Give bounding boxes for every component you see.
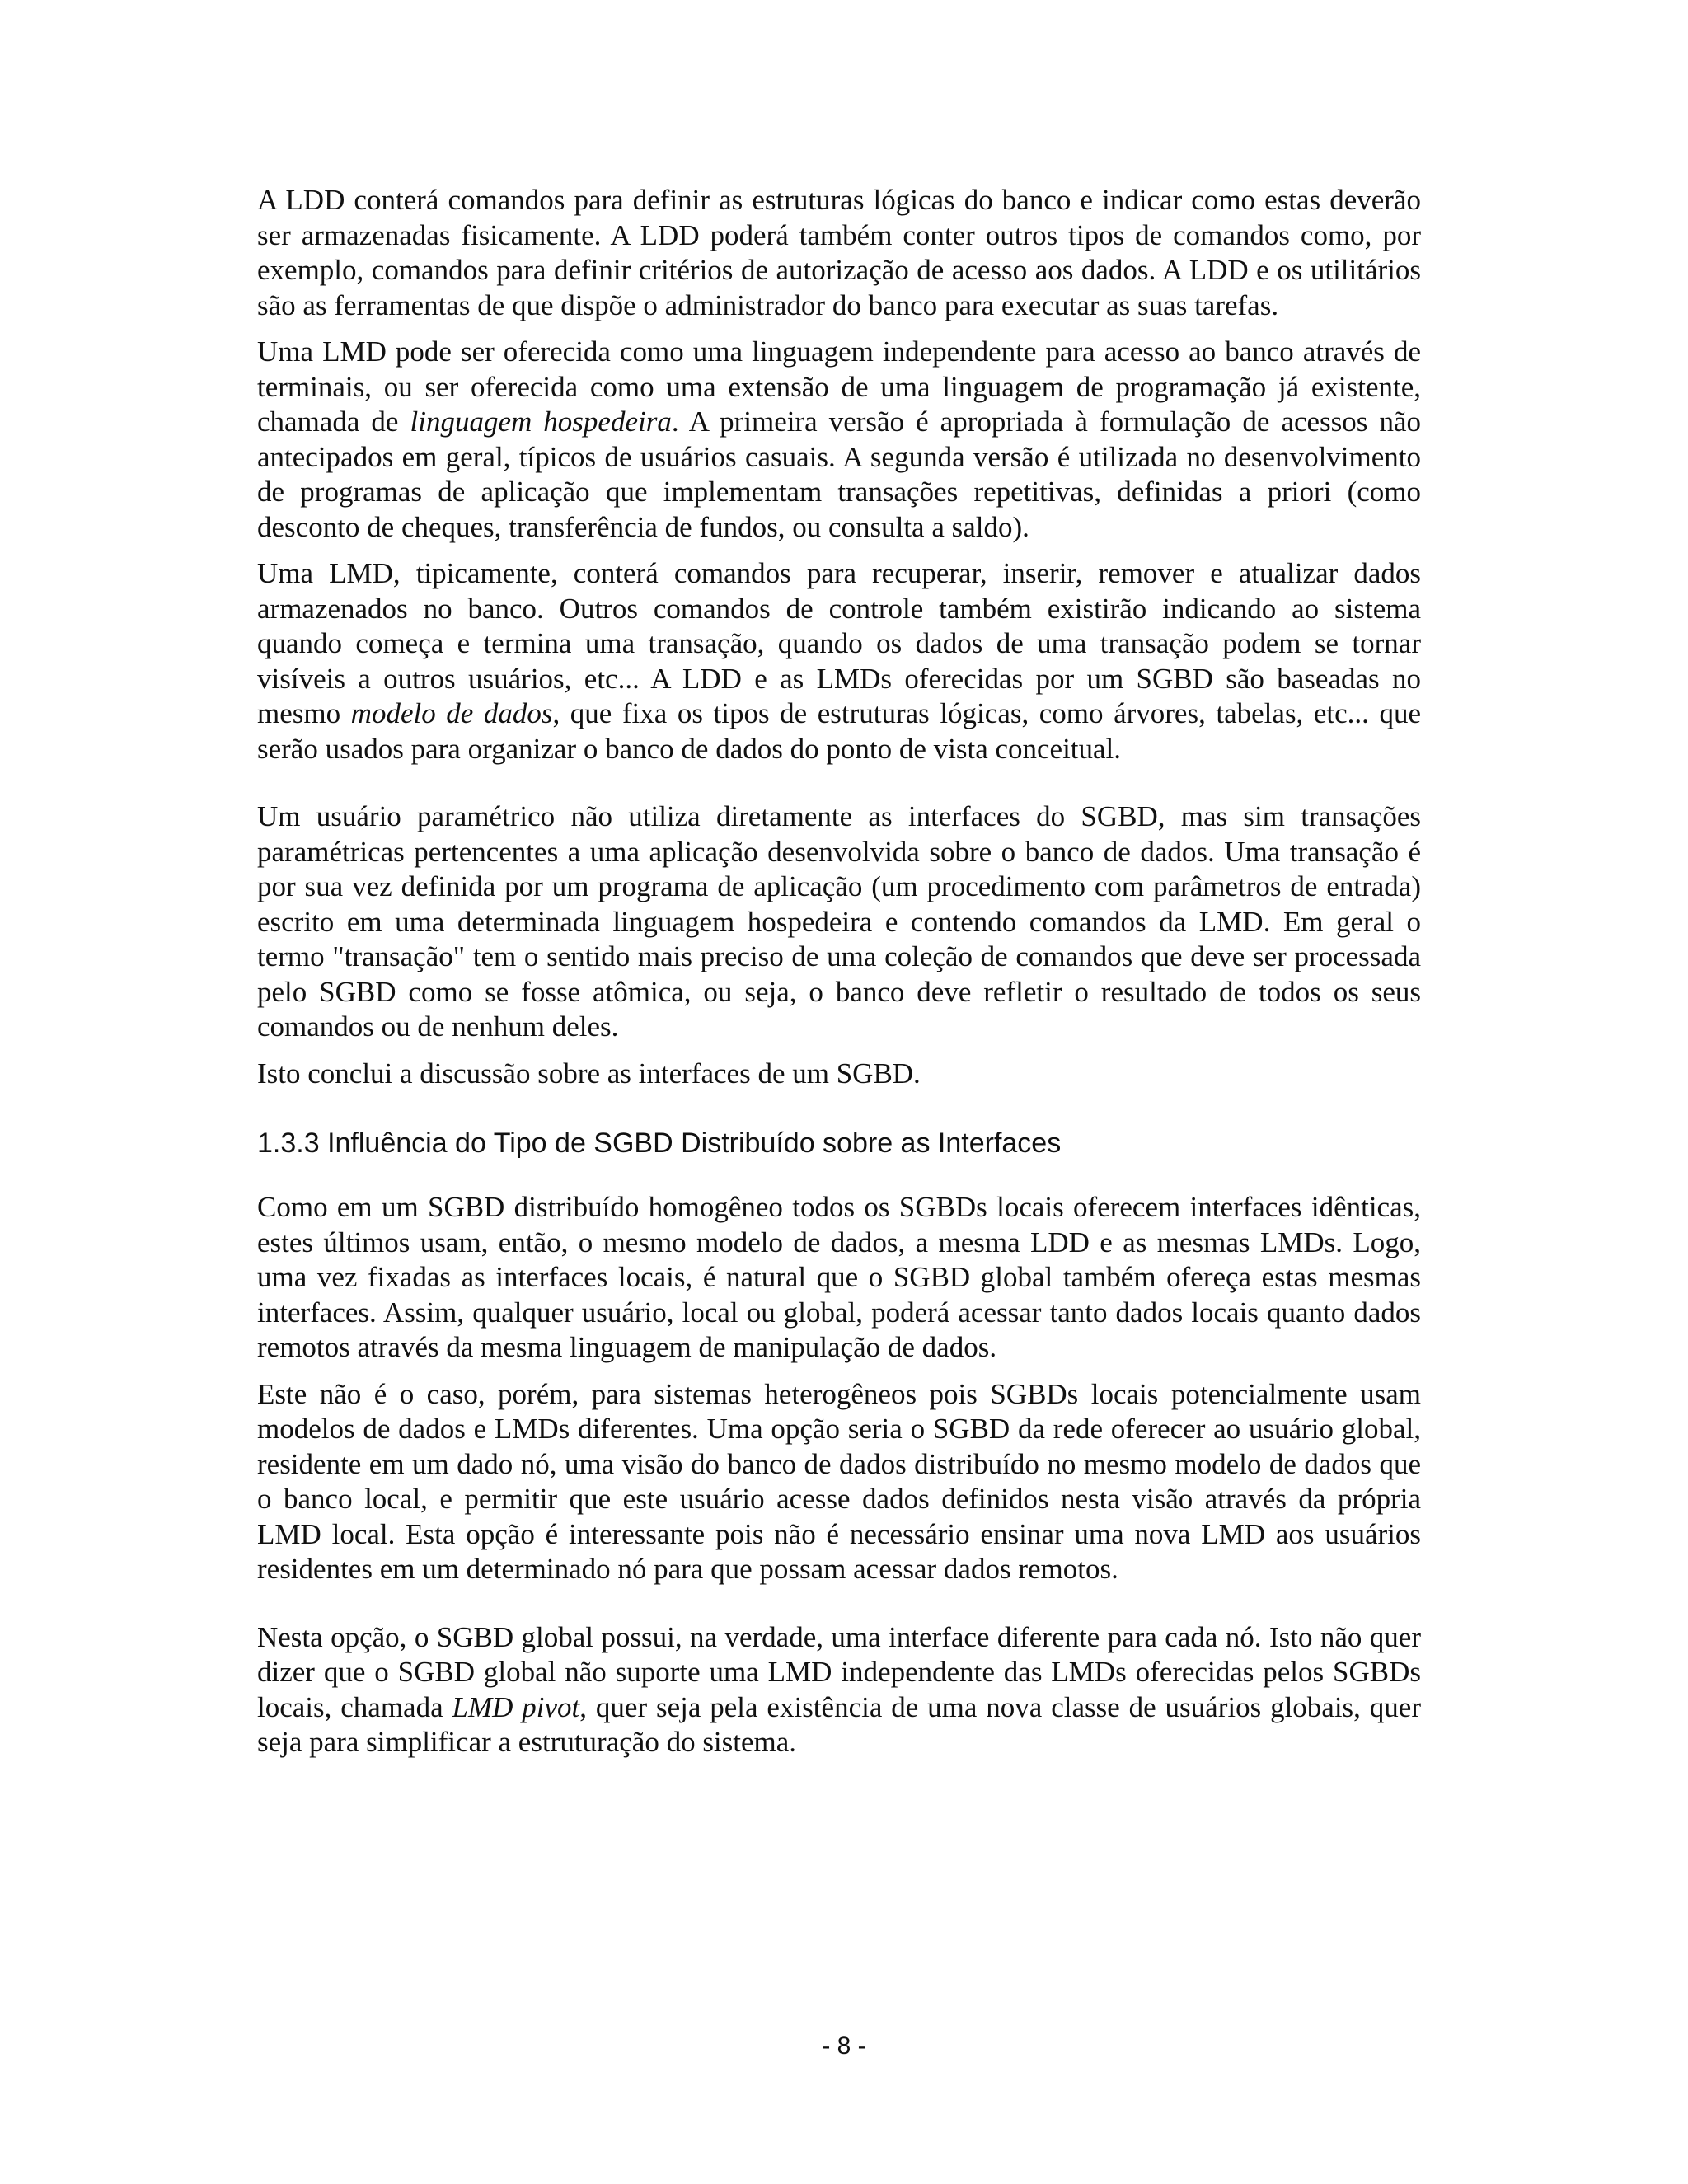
paragraph-homogeneo: Como em um SGBD distribuído homogêneo todos os SGBDs locais oferecem interfaces idênticas, estes últimos usam, então, o mesmo modelo de dados, a mesma LDD e as mesmas LMDs. Logo, uma vez fixadas as interfaces locais, é natural que o SGBD global também ofereça estas mesmas interfaces. Assim, qualquer usuário, local ou global, poderá acessar tanto dados locais quanto dados remotos através da mesma linguagem de manipulação de dados. <box>257 1191 1421 1363</box>
paragraph-heterogeneo: Este não é o caso, porém, para sistemas heterogêneos pois SGBDs locais potencialmente usam modelos de dados e LMDs diferentes. Uma opção seria o SGBD da rede oferecer ao usuário global, residente em um dado nó, uma visão do banco de dados distribuído no mesmo modelo de dados que o banco local, e permitir que este usuário acesse dados definidos nesta visão através da própria LMD local. Esta opção é interessante pois não é necessário ensinar uma nova LMD aos usuários residentes em um determinado nó para que possam acessar dados remotos. <box>257 1377 1421 1585</box>
text-span: , que fixa os tipos de estruturas lógicas, como árvores, tabelas, etc... que serão usados para organizar o banco de dados do ponto de vista conceitual. <box>257 697 1421 765</box>
emphasis-modelo-de-dados: modelo de dados <box>350 697 553 729</box>
emphasis-lmd-pivot: LMD pivot <box>452 1690 580 1723</box>
text-span: Uma LMD pode ser oferecida como uma linguagem independente para acesso ao banco através de terminais, ou ser oferecida como uma extensão de uma linguagem de programação já existente, chamada de <box>257 335 1421 438</box>
emphasis-linguagem-hospedeira: linguagem hospedeira <box>410 405 672 438</box>
page-content <box>257 183 1421 1760</box>
text-span: , quer seja pela existência de uma nova classe de usuários globais, quer seja para simplificar a estruturação do sistema. <box>257 1690 1421 1758</box>
text-span: Uma LMD, tipicamente, conterá comandos para recuperar, inserir, remover e atualizar dados armazenados no banco. Outros comandos de controle também existirão indicando ao sistema quando começa e termina uma transação, quando os dados de uma transação podem se tornar visíveis a outros usuários, etc... A LDD e as LMDs oferecidas por um SGBD são baseadas no mesmo <box>257 557 1421 729</box>
section-heading: 1.3.3 Influência do Tipo de SGBD Distribuído sobre as Interfaces <box>257 1127 1062 1159</box>
paragraph-conclusao: Isto conclui a discussão sobre as interfaces de um SGBD. <box>257 1057 921 1090</box>
page-number: - 8 - <box>822 2032 866 2060</box>
paragraph-ldd: A LDD conterá comandos para definir as estruturas lógicas do banco e indicar como estas deverão ser armazenadas fisicamente. A LDD poderá também conter outros tipos de comandos como, por exemplo, comandos para definir critérios de autorização de acesso aos dados. A LDD e os utilitários são as ferramentas de que dispõe o administrador do banco para executar as suas tarefas. <box>257 184 1421 321</box>
text-span: Nesta opção, o SGBD global possui, na verdade, uma interface diferente para cada nó. Isto não quer dizer que o SGBD global não suporte uma LMD independente das LMDs oferecidas pelos SGBDs locais, chamada <box>257 1620 1421 1723</box>
paragraph-lmd-linguagem <box>257 335 1421 545</box>
paragraph-lmd-comandos <box>257 556 1421 766</box>
paragraph-usuario-parametrico: Um usuário paramétrico não utiliza diretamente as interfaces do SGBD, mas sim transações paramétricas pertencentes a uma aplicação desenvolvida sobre o banco de dados. Uma transação é por sua vez definida por um programa de aplicação (um procedimento com parâmetros de entrada) escrito em uma determinada linguagem hospedeira e contendo comandos da LMD. Em geral o termo "transação" tem o sentido mais preciso de uma coleção de comandos que deve ser processada pelo SGBD como se fosse atômica, ou seja, o banco deve refletir o resultado de todos os seus comandos ou de nenhum deles. <box>257 800 1421 1043</box>
paragraph-lmd-pivot <box>257 1620 1421 1760</box>
text-span: . A primeira versão é apropriada à formulação de acessos não antecipados em geral, típicos de usuários casuais. A segunda versão é utilizada no desenvolvimento de programas de aplicação que implementam transações repetitivas, definidas a priori (como desconto de cheques, transferência de fundos, ou consulta a saldo). <box>257 405 1421 543</box>
